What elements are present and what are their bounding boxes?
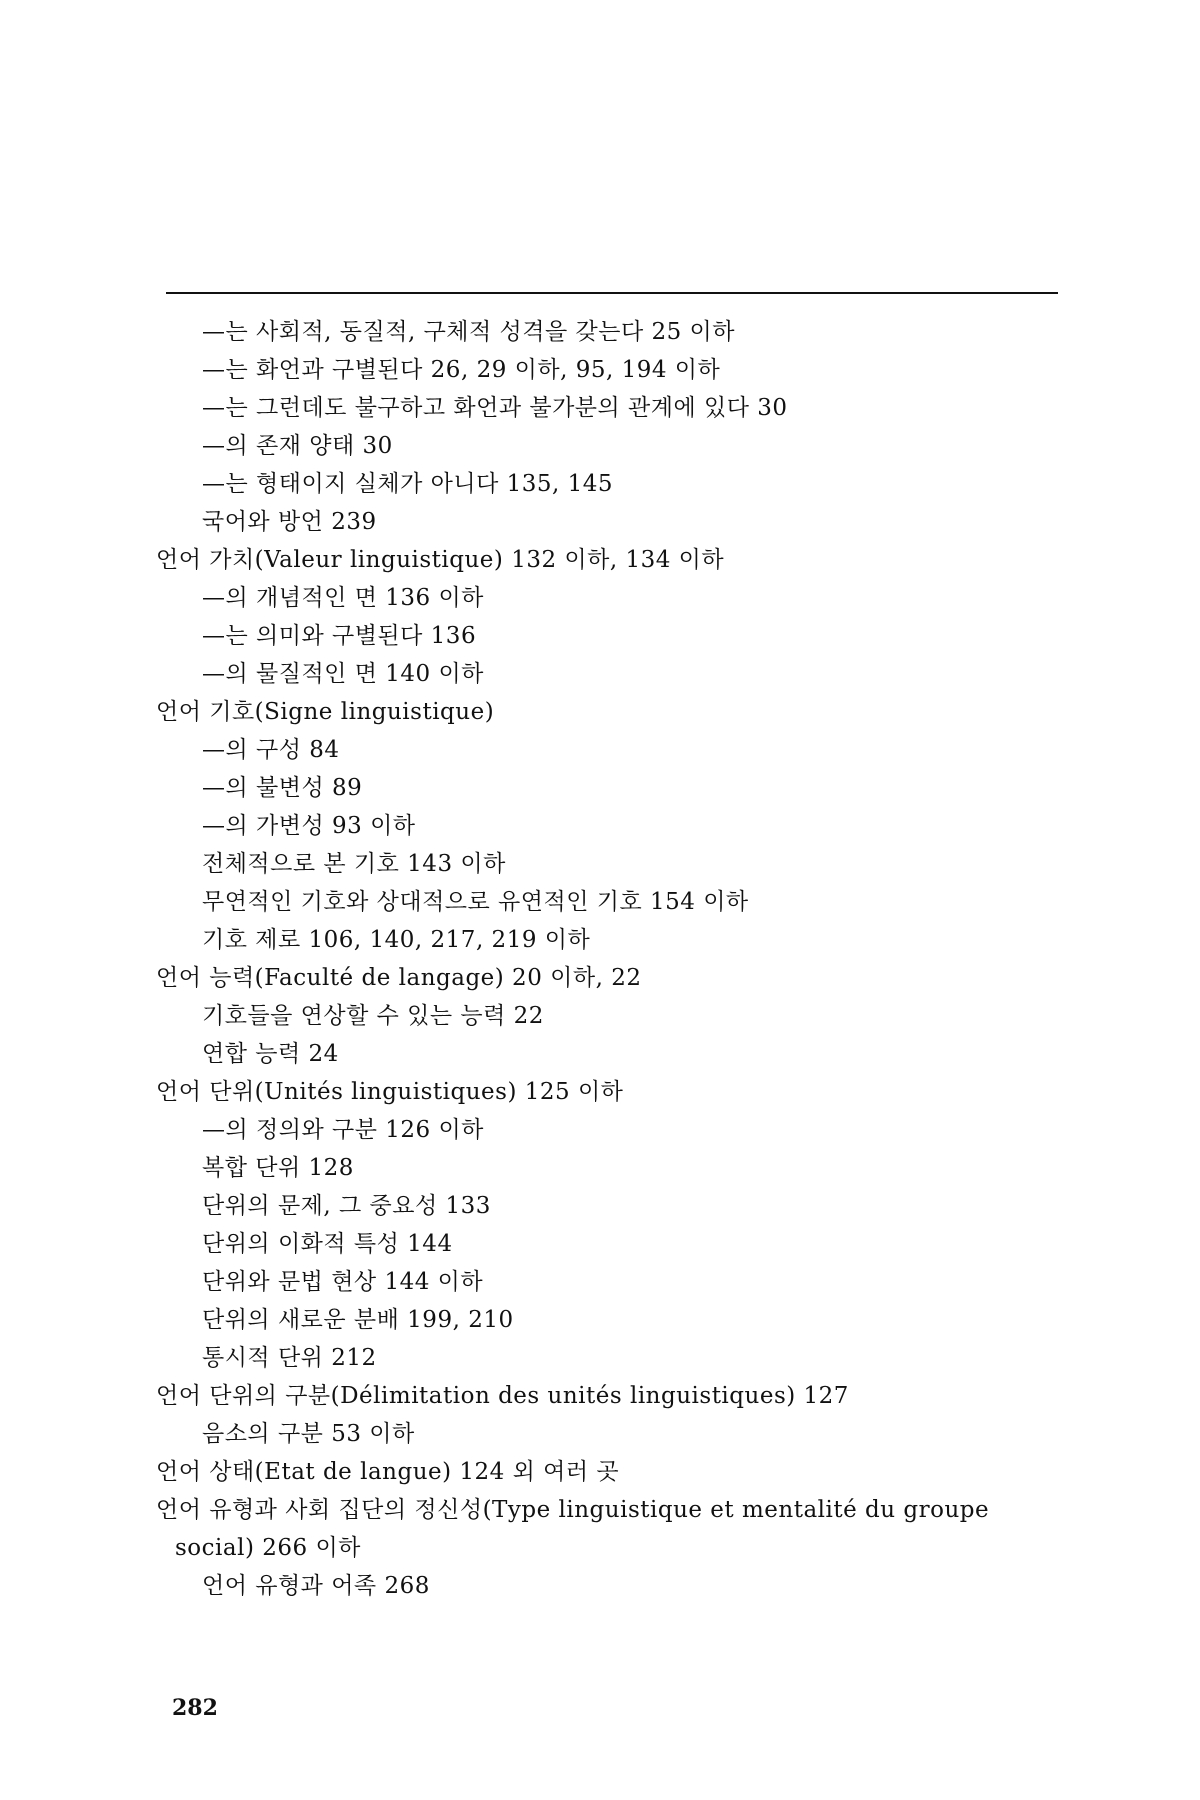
index-entry: —는 그런데도 불구하고 화언과 불가분의 관계에 있다 30 (202, 395, 788, 421)
index-entry: —의 존재 양태 30 (202, 433, 393, 459)
index-entry: 언어 유형과 어족 268 (202, 1573, 430, 1599)
page-number: 282 (172, 1695, 218, 1721)
index-entry: 단위의 문제, 그 중요성 133 (202, 1193, 491, 1219)
index-entry: —의 구성 84 (202, 737, 340, 763)
index-entry: 기호들을 연상할 수 있는 능력 22 (202, 1003, 544, 1029)
index-entry: 연합 능력 24 (202, 1041, 339, 1067)
index-heading: 언어 단위(Unités linguistiques) 125 이하 (156, 1079, 624, 1105)
index-entry: 국어와 방언 239 (202, 509, 377, 535)
index-heading: 언어 기호(Signe linguistique) (156, 699, 495, 725)
index-entry: —의 정의와 구분 126 이하 (202, 1117, 484, 1143)
index-entry: 복합 단위 128 (202, 1155, 354, 1181)
index-entry: —의 가변성 93 이하 (202, 813, 416, 839)
index-entry: —는 의미와 구별된다 136 (202, 623, 477, 649)
index-entry: —는 형태이지 실체가 아니다 135, 145 (202, 471, 614, 497)
index-heading: 언어 능력(Faculté de langage) 20 이하, 22 (156, 965, 642, 991)
index-entry: —는 사회적, 동질적, 구체적 성격을 갖는다 25 이하 (202, 319, 735, 345)
index-heading: 언어 가치(Valeur linguistique) 132 이하, 134 이하 (156, 547, 725, 573)
index-heading: 언어 상태(Etat de langue) 124 외 여러 곳 (156, 1459, 620, 1485)
top-rule (166, 292, 1058, 294)
index-heading-continuation: social) 266 이하 (175, 1535, 361, 1561)
index-entry: 통시적 단위 212 (202, 1345, 377, 1371)
index-heading: 언어 유형과 사회 집단의 정신성(Type linguistique et mentalité du groupe (156, 1497, 990, 1523)
index-entry: 단위의 새로운 분배 199, 210 (202, 1307, 514, 1333)
index-entry: 단위와 문법 현상 144 이하 (202, 1269, 484, 1295)
index-entry: 단위의 이화적 특성 144 (202, 1231, 453, 1257)
index-entry: 기호 제로 106, 140, 217, 219 이하 (202, 927, 591, 953)
index-entry: —의 물질적인 면 140 이하 (202, 661, 484, 687)
index-entry: 전체적으로 본 기호 143 이하 (202, 851, 506, 877)
index-heading: 언어 단위의 구분(Délimitation des unités linguistiques) 127 (156, 1383, 849, 1409)
index-entry: —는 화언과 구별된다 26, 29 이하, 95, 194 이하 (202, 357, 721, 383)
index-entry: —의 불변성 89 (202, 775, 363, 801)
index-entry: 무연적인 기호와 상대적으로 유연적인 기호 154 이하 (202, 889, 749, 915)
index-entry: 음소의 구분 53 이하 (202, 1421, 415, 1447)
index-entry: —의 개념적인 면 136 이하 (202, 585, 484, 611)
